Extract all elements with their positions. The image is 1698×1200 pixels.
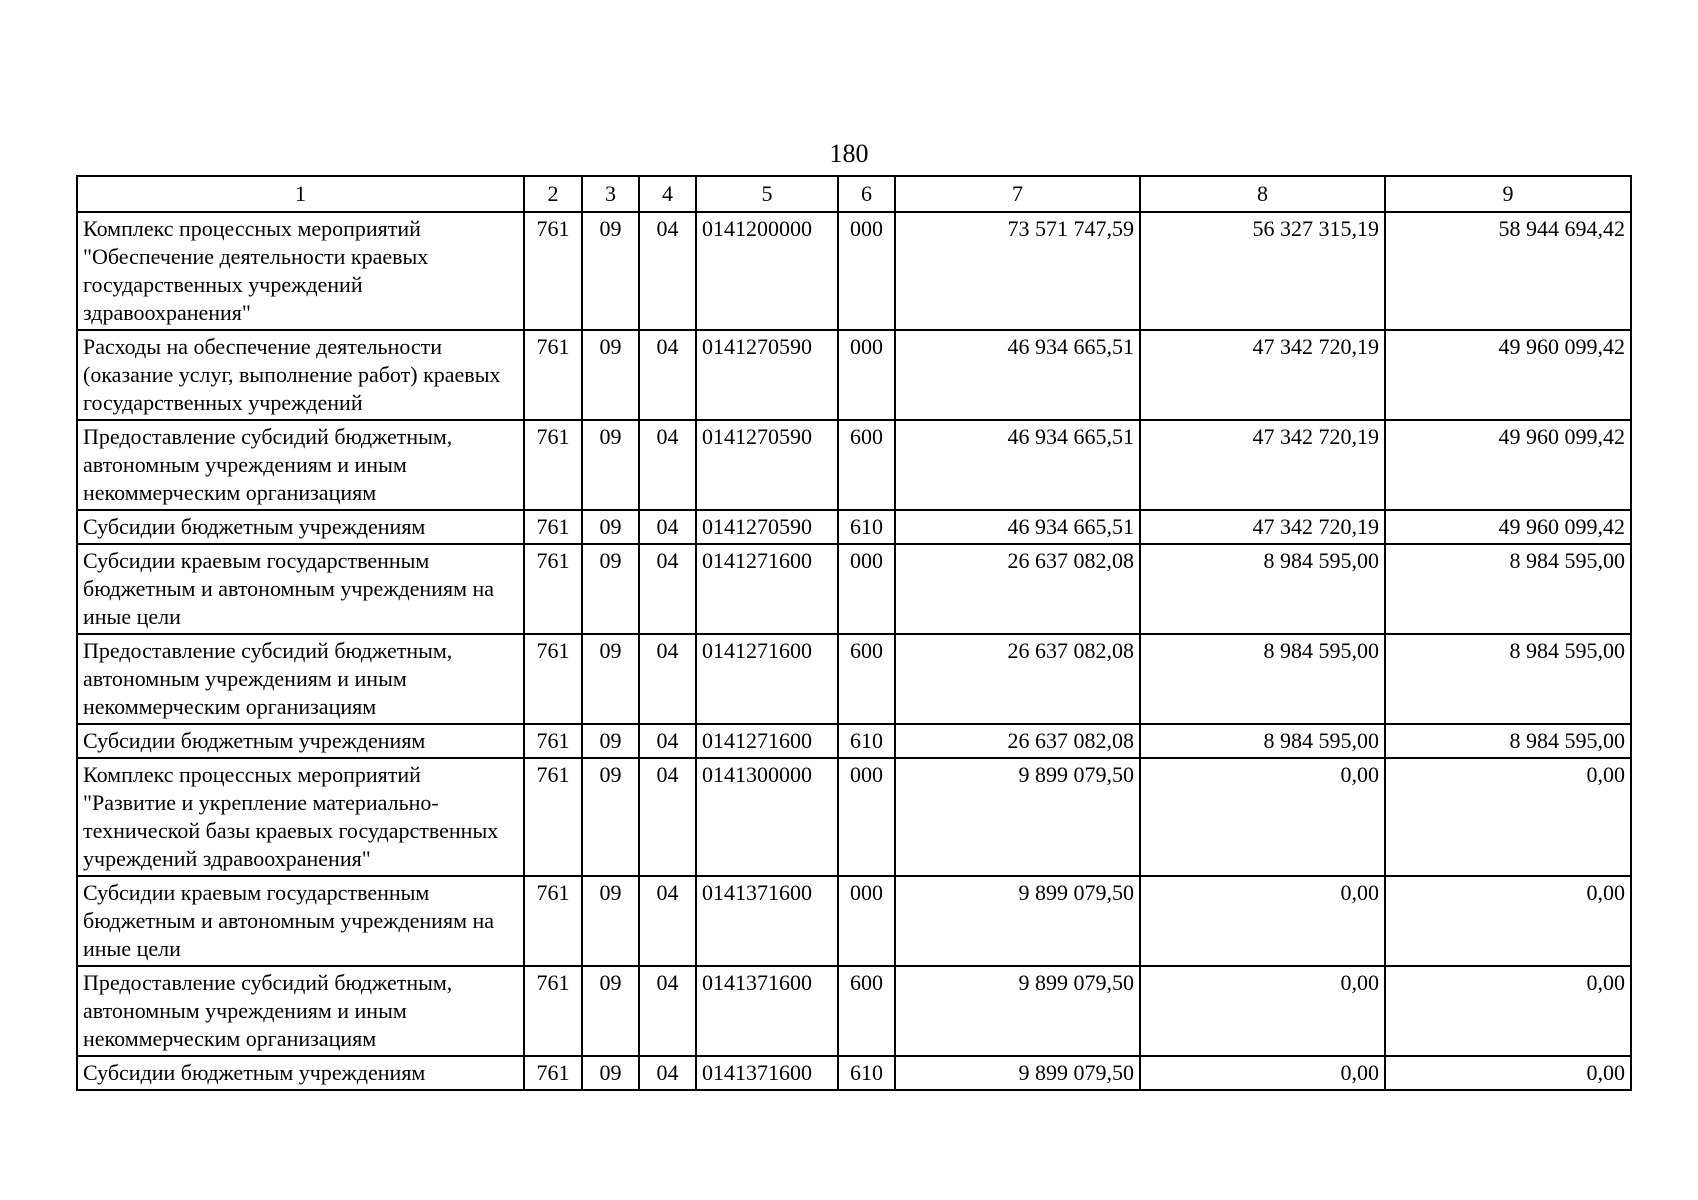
amount-col7: 9 899 079,50: [895, 966, 1140, 1056]
amount-col7: 9 899 079,50: [895, 1056, 1140, 1090]
code-subsection: 04: [639, 544, 696, 634]
amount-col8: 47 342 720,19: [1140, 420, 1385, 510]
code-ministry: 761: [524, 330, 582, 420]
column-header: 1: [77, 176, 524, 212]
amount-col9: 8 984 595,00: [1385, 724, 1631, 758]
column-header: 9: [1385, 176, 1631, 212]
amount-col7: 46 934 665,51: [895, 330, 1140, 420]
code-expense-type: 600: [838, 420, 895, 510]
amount-col7: 9 899 079,50: [895, 876, 1140, 966]
code-target-article: 0141271600: [696, 634, 838, 724]
row-name: Предоставление субсидий бюджетным, автономным учреждениям и иным некоммерческим организациям: [77, 966, 524, 1056]
row-name: Расходы на обеспечение деятельности (оказание услуг, выполнение работ) краевых государственных учреждений: [77, 330, 524, 420]
code-target-article: 0141200000: [696, 212, 838, 330]
code-ministry: 761: [524, 876, 582, 966]
row-name: Субсидии бюджетным учреждениям: [77, 1056, 524, 1090]
code-section: 09: [582, 966, 639, 1056]
code-expense-type: 610: [838, 510, 895, 544]
table-row: [77, 544, 1631, 634]
code-target-article: 0141371600: [696, 966, 838, 1056]
table-row: [77, 634, 1631, 724]
table-row: [77, 420, 1631, 510]
code-section: 09: [582, 758, 639, 876]
amount-col9: 58 944 694,42: [1385, 212, 1631, 330]
code-target-article: 0141300000: [696, 758, 838, 876]
column-header: 2: [524, 176, 582, 212]
amount-col7: 26 637 082,08: [895, 634, 1140, 724]
code-expense-type: 000: [838, 544, 895, 634]
code-target-article: 0141271600: [696, 724, 838, 758]
code-section: 09: [582, 330, 639, 420]
column-header: 6: [838, 176, 895, 212]
amount-col8: 0,00: [1140, 966, 1385, 1056]
amount-col9: 0,00: [1385, 876, 1631, 966]
code-subsection: 04: [639, 1056, 696, 1090]
code-target-article: 0141271600: [696, 544, 838, 634]
amount-col9: 0,00: [1385, 1056, 1631, 1090]
code-expense-type: 600: [838, 966, 895, 1056]
code-target-article: 0141371600: [696, 1056, 838, 1090]
amount-col9: 49 960 099,42: [1385, 330, 1631, 420]
amount-col8: 8 984 595,00: [1140, 544, 1385, 634]
budget-table: [76, 175, 1632, 1091]
amount-col8: 8 984 595,00: [1140, 724, 1385, 758]
table-row: [77, 330, 1631, 420]
amount-col7: 26 637 082,08: [895, 544, 1140, 634]
table-row: [77, 758, 1631, 876]
amount-col8: 0,00: [1140, 876, 1385, 966]
table-row: [77, 510, 1631, 544]
row-name: Субсидии краевым государственным бюджетным и автономным учреждениям на иные цели: [77, 544, 524, 634]
amount-col9: 8 984 595,00: [1385, 634, 1631, 724]
code-ministry: 761: [524, 212, 582, 330]
code-section: 09: [582, 544, 639, 634]
code-target-article: 0141270590: [696, 420, 838, 510]
column-header: 4: [639, 176, 696, 212]
code-ministry: 761: [524, 544, 582, 634]
table-row: [77, 724, 1631, 758]
code-subsection: 04: [639, 758, 696, 876]
code-ministry: 761: [524, 510, 582, 544]
row-name: Субсидии краевым государственным бюджетным и автономным учреждениям на иные цели: [77, 876, 524, 966]
code-subsection: 04: [639, 966, 696, 1056]
amount-col9: 49 960 099,42: [1385, 420, 1631, 510]
code-target-article: 0141270590: [696, 330, 838, 420]
code-ministry: 761: [524, 420, 582, 510]
amount-col7: 9 899 079,50: [895, 758, 1140, 876]
code-section: 09: [582, 510, 639, 544]
amount-col8: 56 327 315,19: [1140, 212, 1385, 330]
table-row: [77, 876, 1631, 966]
code-section: 09: [582, 1056, 639, 1090]
column-header: 8: [1140, 176, 1385, 212]
amount-col9: 0,00: [1385, 758, 1631, 876]
amount-col8: 0,00: [1140, 758, 1385, 876]
amount-col7: 46 934 665,51: [895, 510, 1140, 544]
code-subsection: 04: [639, 724, 696, 758]
code-section: 09: [582, 634, 639, 724]
code-ministry: 761: [524, 966, 582, 1056]
row-name: Предоставление субсидий бюджетным, автономным учреждениям и иным некоммерческим организациям: [77, 634, 524, 724]
code-ministry: 761: [524, 1056, 582, 1090]
amount-col9: 0,00: [1385, 966, 1631, 1056]
code-expense-type: 600: [838, 634, 895, 724]
code-expense-type: 000: [838, 758, 895, 876]
code-target-article: 0141270590: [696, 510, 838, 544]
table-row: [77, 1056, 1631, 1090]
row-name: Комплекс процессных мероприятий "Обеспечение деятельности краевых государственных учреждений здравоохранения": [77, 212, 524, 330]
code-section: 09: [582, 724, 639, 758]
code-target-article: 0141371600: [696, 876, 838, 966]
code-subsection: 04: [639, 420, 696, 510]
table-row: [77, 212, 1631, 330]
code-expense-type: 610: [838, 724, 895, 758]
code-subsection: 04: [639, 330, 696, 420]
header-row: [77, 176, 1631, 212]
table-row: [77, 966, 1631, 1056]
amount-col8: 47 342 720,19: [1140, 510, 1385, 544]
column-header: 3: [582, 176, 639, 212]
row-name: Субсидии бюджетным учреждениям: [77, 510, 524, 544]
code-section: 09: [582, 212, 639, 330]
row-name: Субсидии бюджетным учреждениям: [77, 724, 524, 758]
code-subsection: 04: [639, 876, 696, 966]
amount-col8: 0,00: [1140, 1056, 1385, 1090]
amount-col7: 73 571 747,59: [895, 212, 1140, 330]
code-subsection: 04: [639, 510, 696, 544]
amount-col7: 46 934 665,51: [895, 420, 1140, 510]
code-ministry: 761: [524, 634, 582, 724]
code-expense-type: 610: [838, 1056, 895, 1090]
column-header: 5: [696, 176, 838, 212]
amount-col9: 49 960 099,42: [1385, 510, 1631, 544]
code-expense-type: 000: [838, 330, 895, 420]
code-subsection: 04: [639, 212, 696, 330]
amount-col8: 8 984 595,00: [1140, 634, 1385, 724]
code-ministry: 761: [524, 758, 582, 876]
page-number: 180: [829, 139, 869, 168]
code-expense-type: 000: [838, 212, 895, 330]
column-header: 7: [895, 176, 1140, 212]
code-ministry: 761: [524, 724, 582, 758]
row-name: Комплекс процессных мероприятий "Развитие и укрепление материально-технической базы краевых государственных учреждений здравоохранения": [77, 758, 524, 876]
code-expense-type: 000: [838, 876, 895, 966]
row-name: Предоставление субсидий бюджетным, автономным учреждениям и иным некоммерческим организациям: [77, 420, 524, 510]
code-subsection: 04: [639, 634, 696, 724]
amount-col9: 8 984 595,00: [1385, 544, 1631, 634]
amount-col8: 47 342 720,19: [1140, 330, 1385, 420]
code-section: 09: [582, 420, 639, 510]
amount-col7: 26 637 082,08: [895, 724, 1140, 758]
code-section: 09: [582, 876, 639, 966]
